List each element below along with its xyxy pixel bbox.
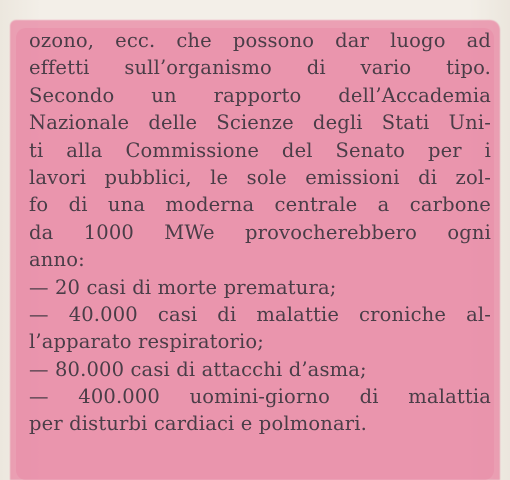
text-line: Nazionale delle Scienze degli Stati Uni- bbox=[29, 111, 491, 135]
text-line: per disturbi cardiaci e polmonari. bbox=[29, 412, 367, 436]
cutoff-next-line bbox=[29, 466, 499, 480]
text-line: l’apparato respiratorio; bbox=[29, 330, 264, 354]
text-line: Secondo un rapporto dell’Accademia bbox=[29, 83, 491, 107]
text-line: ti alla Commissione del Senato per i bbox=[29, 138, 491, 162]
text-line: fo di una moderna centrale a carbone bbox=[29, 193, 491, 217]
list-item: — 20 casi di morte prematura; bbox=[29, 275, 337, 299]
list-item: — 80.000 casi di attacchi d’asma; bbox=[29, 357, 367, 381]
list-item: — 40.000 casi di malattie croniche al- bbox=[29, 302, 491, 326]
list-item: — 400.000 uomini-giorno di malattia bbox=[29, 385, 491, 409]
text-line: ozono, ecc. che possono dar luogo ad bbox=[29, 29, 491, 52]
text-line: lavori pubblici, le sole emissioni di zol- bbox=[29, 165, 491, 189]
text-line: anno: bbox=[29, 248, 85, 272]
text-line: effetti sull’organismo di vario tipo. bbox=[29, 56, 491, 80]
document-text-block bbox=[29, 27, 491, 438]
text-line: da 1000 MWe provocherebbero ogni bbox=[29, 220, 491, 244]
